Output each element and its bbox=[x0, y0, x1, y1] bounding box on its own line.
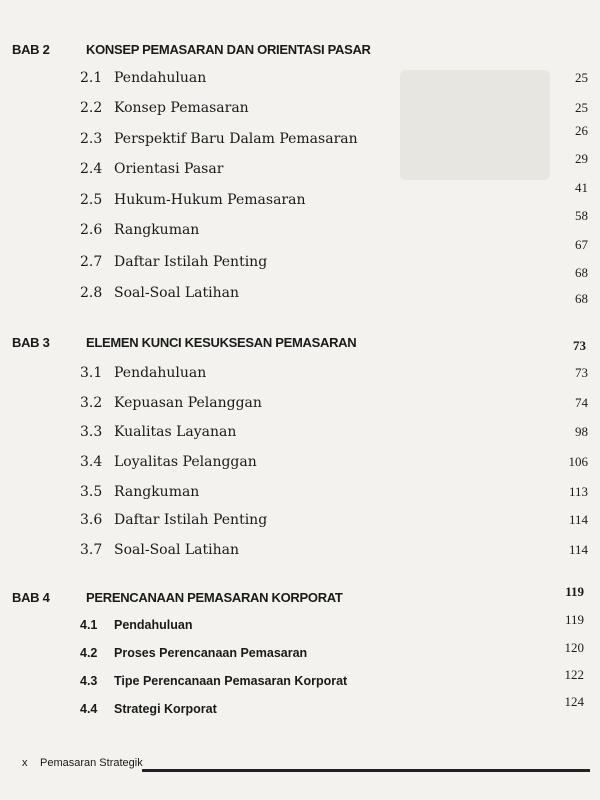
section-title: Hukum-Hukum Pemasaran bbox=[114, 192, 306, 208]
section-number: 2.3 bbox=[80, 131, 103, 147]
section-number: 4.2 bbox=[80, 646, 98, 660]
section-page: 25 bbox=[575, 70, 588, 85]
section-number: 2.1 bbox=[80, 70, 103, 86]
toc-entry[interactable] bbox=[0, 291, 600, 309]
section-page: 74 bbox=[575, 395, 588, 410]
section-title: Kepuasan Pelanggan bbox=[114, 395, 262, 411]
toc-entry[interactable] bbox=[0, 365, 600, 383]
section-title: Loyalitas Pelanggan bbox=[114, 454, 257, 470]
footer-rule bbox=[142, 769, 590, 772]
section-number: 4.1 bbox=[80, 618, 98, 632]
chapter-title: KONSEP PEMASARAN DAN ORIENTASI PASAR bbox=[86, 42, 371, 57]
section-page: 67 bbox=[575, 237, 588, 252]
toc-entry[interactable] bbox=[0, 484, 600, 502]
section-number: 2.6 bbox=[80, 222, 103, 238]
toc-entry[interactable] bbox=[0, 454, 600, 472]
section-page: 114 bbox=[568, 512, 588, 527]
section-page: 124 bbox=[564, 694, 584, 709]
section-page: 98 bbox=[575, 424, 588, 439]
section-title: Pendahuluan bbox=[114, 365, 207, 381]
toc-entry[interactable] bbox=[0, 640, 600, 664]
section-number: 2.8 bbox=[80, 285, 103, 301]
section-title: Soal-Soal Latihan bbox=[114, 285, 239, 301]
section-number: 2.4 bbox=[80, 161, 103, 177]
section-page: 58 bbox=[575, 208, 588, 223]
section-number: 4.3 bbox=[80, 674, 98, 688]
toc-entry[interactable] bbox=[0, 100, 600, 118]
section-page: 73 bbox=[575, 365, 588, 380]
section-number: 2.2 bbox=[80, 100, 103, 116]
section-page: 25 bbox=[575, 100, 588, 115]
section-title: Kualitas Layanan bbox=[114, 424, 237, 440]
chapter-label: BAB 3 bbox=[12, 335, 50, 350]
section-title: Daftar Istilah Penting bbox=[114, 512, 268, 528]
section-number: 3.5 bbox=[80, 484, 103, 500]
section-title: Tipe Perencanaan Pemasaran Korporat bbox=[114, 674, 348, 688]
chapter-page: 73 bbox=[573, 338, 586, 353]
section-number: 3.1 bbox=[80, 365, 103, 381]
chapter-label: BAB 2 bbox=[12, 42, 50, 57]
section-number: 3.7 bbox=[80, 542, 103, 558]
section-title: Proses Perencanaan Pemasaran bbox=[114, 646, 308, 660]
toc-entry[interactable] bbox=[0, 237, 600, 272]
section-page: 41 bbox=[575, 180, 588, 195]
section-number: 2.7 bbox=[80, 254, 103, 270]
section-number: 3.3 bbox=[80, 424, 103, 440]
section-title: Orientasi Pasar bbox=[114, 161, 224, 177]
section-title: Rangkuman bbox=[114, 222, 200, 238]
section-number: 3.6 bbox=[80, 512, 103, 528]
toc-entry[interactable] bbox=[0, 694, 600, 720]
section-number: 3.4 bbox=[80, 454, 103, 470]
section-number: 2.5 bbox=[80, 192, 103, 208]
section-page: 113 bbox=[568, 484, 588, 499]
section-page: 26 bbox=[575, 123, 588, 138]
section-title: Strategi Korporat bbox=[114, 702, 217, 716]
toc-entry[interactable] bbox=[0, 208, 600, 240]
toc-entry[interactable] bbox=[0, 667, 600, 692]
toc-entry[interactable] bbox=[0, 70, 600, 88]
section-title: Pendahuluan bbox=[114, 70, 207, 86]
toc-entry[interactable] bbox=[0, 424, 600, 442]
chapter-label: BAB 4 bbox=[12, 590, 50, 605]
section-page: 120 bbox=[564, 640, 584, 655]
section-title: Pendahuluan bbox=[114, 618, 193, 632]
toc-entry[interactable] bbox=[0, 395, 600, 413]
section-number: 3.2 bbox=[80, 395, 103, 411]
section-number: 4.4 bbox=[80, 702, 98, 716]
section-title: Daftar Istilah Penting bbox=[114, 254, 268, 270]
chapter-title: ELEMEN KUNCI KESUKSESAN PEMASARAN bbox=[86, 335, 357, 350]
toc-entry[interactable] bbox=[0, 151, 600, 179]
toc-entry[interactable] bbox=[0, 542, 600, 560]
section-page: 68 bbox=[575, 265, 588, 280]
section-page: 106 bbox=[568, 454, 588, 469]
toc-entry[interactable] bbox=[0, 612, 600, 636]
chapter-page: 119 bbox=[565, 584, 584, 599]
page-footer bbox=[22, 757, 590, 777]
toc-entry[interactable] bbox=[0, 512, 600, 530]
section-page: 68 bbox=[575, 291, 588, 306]
section-title: Soal-Soal Latihan bbox=[114, 542, 239, 558]
section-title: Perspektif Baru Dalam Pemasaran bbox=[114, 131, 358, 147]
section-title: Rangkuman bbox=[114, 484, 200, 500]
toc-entry[interactable] bbox=[0, 123, 600, 149]
section-page: 119 bbox=[564, 612, 584, 627]
section-page: 29 bbox=[575, 151, 588, 166]
footer-book-title: Pemasaran Strategik bbox=[40, 757, 143, 769]
footer-page-number: x bbox=[22, 757, 28, 769]
section-title: Konsep Pemasaran bbox=[114, 100, 249, 116]
chapter-title: PERENCANAAN PEMASARAN KORPORAT bbox=[86, 590, 343, 605]
section-page: 114 bbox=[568, 542, 588, 557]
toc-entry[interactable] bbox=[0, 180, 600, 210]
section-page: 122 bbox=[564, 667, 584, 682]
